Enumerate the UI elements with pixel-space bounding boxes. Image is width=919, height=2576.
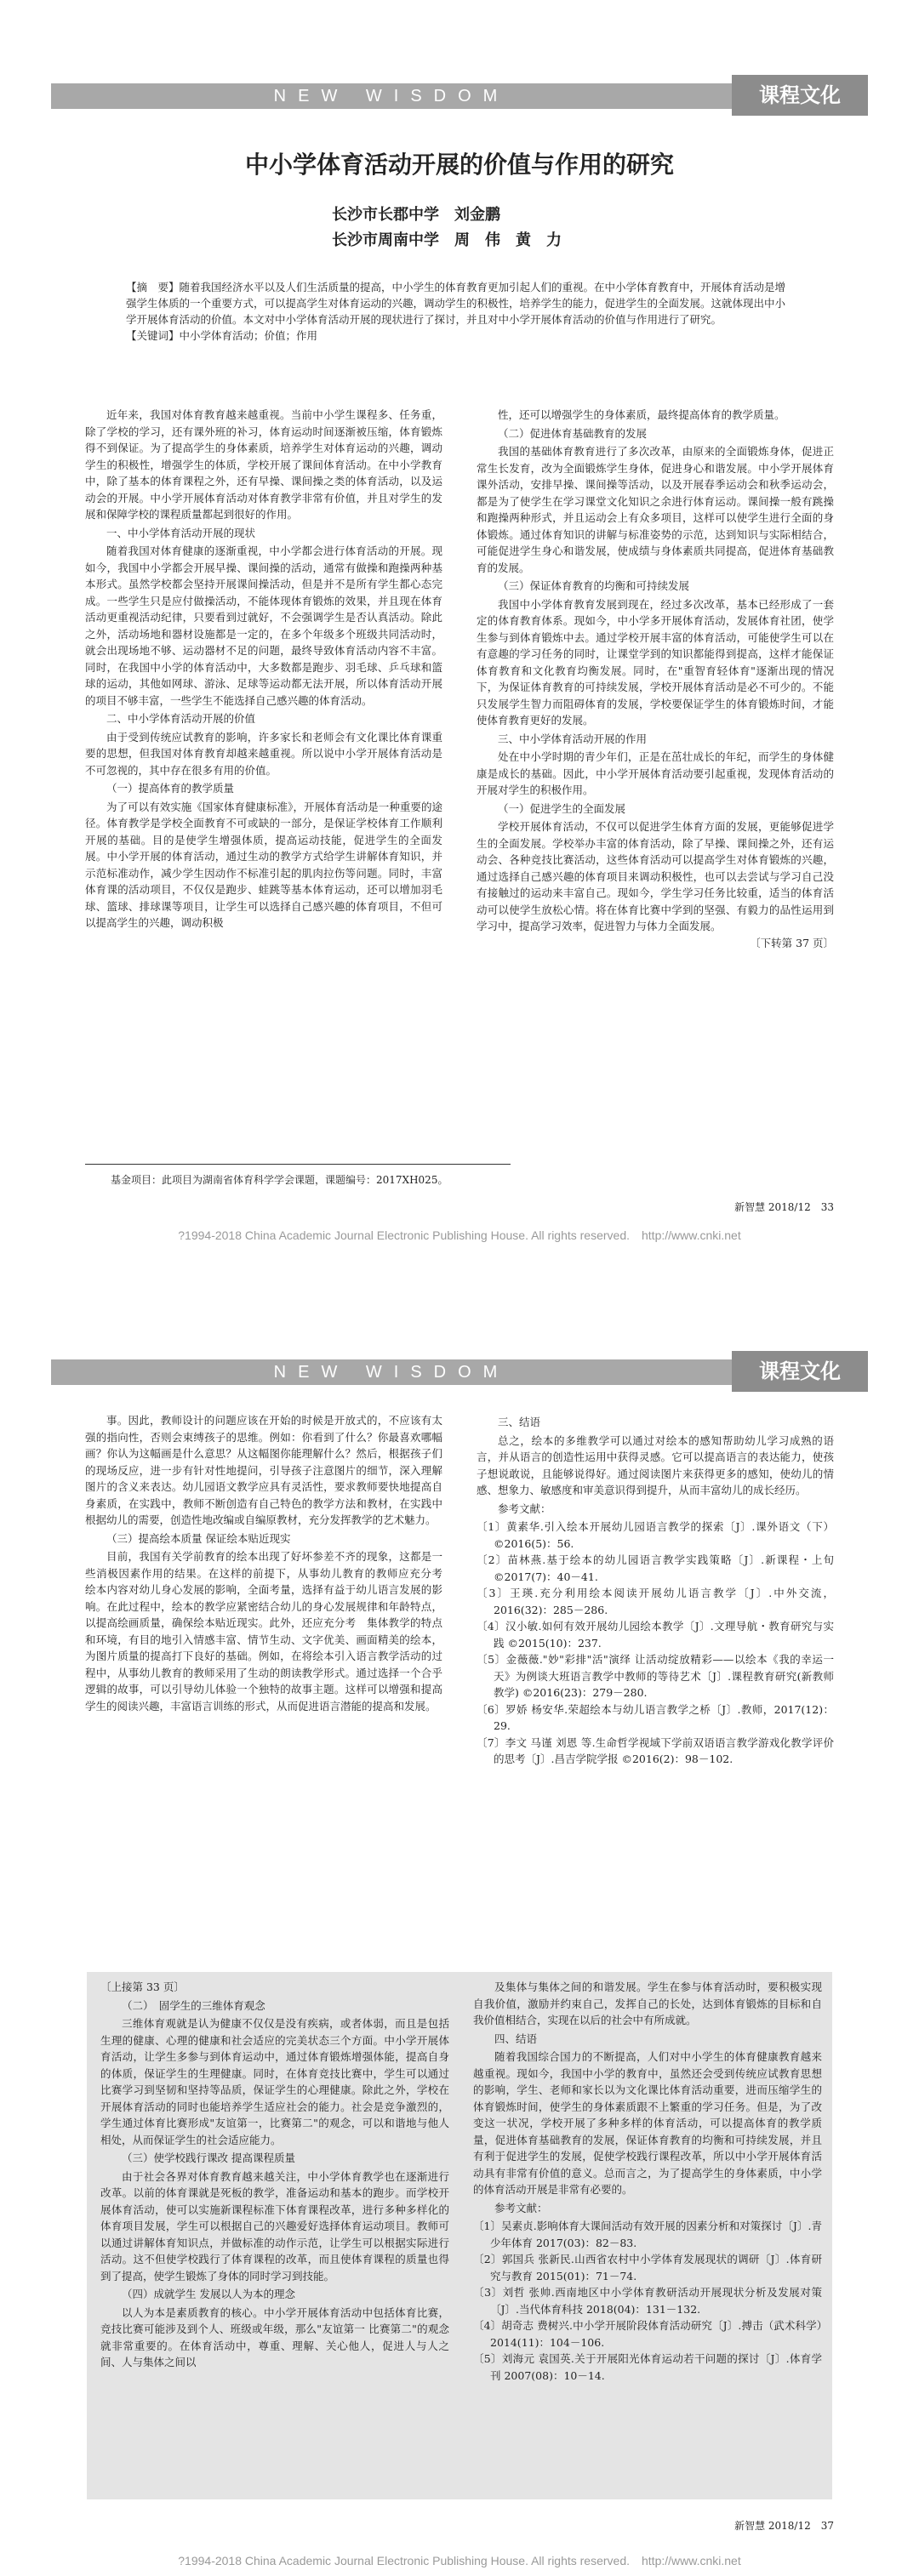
section-heading: （三）使学校践行课改 提高课程质量 xyxy=(122,2151,295,2164)
paragraph: 性，还可以增强学生的身体素质，最终提高体育的教学质量。 xyxy=(498,408,785,421)
reference-item: 〔6〕罗娇 杨安华.荣超绘本与幼儿语言教学之桥〔J〕.教师，2017(12)：29. xyxy=(477,1702,834,1732)
paragraph: 为了可以有效实施《国家体育健康标准》，开展体育活动是一种重要的途径。体育教学是学校全面教育不可或缺的一部分，是保证学校体育工作顺利开展的基础。目的是使学生增强体质，提高运动技能，促进学生的全面发展。中小学开展的体育活动，通过生动的教学方式给学生讲解体育知识，并示范标准动作，减少学生因动作不标准引起的肌肉拉伤等问题。同时，丰富体育课的活动项目，不仅仅是跑步、蛙跳等基本体育运动，还可以增加羽毛球、篮球、排球课等项目，让学生可以选择自己感兴趣的体育项目，不但可以提高学生的兴趣，调动积极 xyxy=(85,800,442,929)
section-heading: （一）促进学生的全面发展 xyxy=(498,801,626,815)
column-right xyxy=(477,407,845,951)
page-33 xyxy=(0,0,919,1242)
reference-item: 〔1〕吴素贞.影响体育大课间活动有效开展的因素分析和对策探讨〔J〕.青少年体育 2017(03)：82－83. xyxy=(473,2220,822,2249)
reference-item: 〔5〕刘海元 袁国英.关于开展阳光体育运动若干问题的探讨〔J〕.体育学刊 2007(08)：10－14. xyxy=(473,2352,822,2382)
section-heading: 三、中小学体育活动开展的作用 xyxy=(498,732,648,745)
section-heading: 二、中小学体育活动开展的价值 xyxy=(106,712,256,725)
footnote-rule xyxy=(85,1164,511,1165)
copyright: ?1994-2018 China Academic Journal Electronic Publishing House. All rights reserved. http://www.cnki.net xyxy=(178,1228,741,1242)
page-footer: 新智慧 2018/12 37 xyxy=(734,2520,834,2532)
paragraph: 总之，绘本的多维教学可以通过对绘本的感知帮助幼儿学习成熟的语言，并从语言的创造性运用中获得灵感。它可以提高语言的表达能力，使孩子想说敢说，且能够说得好。通过阅读图片来获得更多的感知，使幼儿的情感、想象力、敏感度和审美意识得到提升，从而丰富幼儿的成长经历。 xyxy=(477,1433,834,1496)
abstract-text: 【摘 要】随着我国经济水平以及人们生活质量的提高，中小学生的体育教育更加引起人们的重视。在中小学体育教育中，开展体育活动是增强学生体质的一个重要方式，可以提高学生对体育运动的兴趣，调动学生的积极性，培养学生的能力，促进学生的全面发展。这就体现出中小学开展体育活动的价值。本文对中小学体育活动开展的现状进行了探讨，并且对中小学开展体育活动的价值与作用进行了研究。 xyxy=(126,281,786,326)
section-heading: （二）促进体育基础教育的发展 xyxy=(498,426,648,440)
section-heading: 参考文献： xyxy=(498,1502,551,1515)
header-band: NEW WISDOM xyxy=(51,1359,732,1385)
continued-from-note: 〔上接第 33 页〕 xyxy=(100,1980,185,1993)
reference-item: 〔3〕王瑛.充分利用绘本阅读开展幼儿语言教学〔J〕.中外交流，2016(32)：285－286. xyxy=(477,1587,834,1616)
page-footer: 新智慧 2018/12 33 xyxy=(734,1201,834,1213)
continued-right xyxy=(473,1979,822,2384)
paragraph: 随着我国对体育健康的逐渐重视，中小学都会进行体育活动的开展。现如今，我国中小学都会开展早操、课间操的活动，通常有做操和跑操两种基本形式。虽然学校都会坚持开展课间操活动，但是并不是所有学生都心态完成。一些学生只是应付做操活动，不能体现体育锻炼的效果，并且现在体育活动更重视活动纪律，只要看到过就好，不会强调学生是否认真活动。除此之外，活动场地和器材设施都是一定的，在多个年级多个班级共同活动时，就会出现场地不够、运动器材不足的问题，最终导致体育活动内容不丰富。同时，在我国中小学的体育活动中，大多数都是跑步、羽毛球、乒乓球和篮球的运动，其他如网球、游泳、足球等运动都无法开展，所以体育活动开展的项目不够丰富，一些学生不能选择自己感兴趣的体育活动。 xyxy=(85,544,442,707)
paragraph: 由于社会各界对体育教育越来越关注，中小学体育教学也在逐渐进行改革。以前的体育课就是死板的教学，准备运动和基本的跑步。而学校开展体育活动，使可以实施新课程标准下体育课程改革，进行多种多样化的体育项目发展，学生可以根据自己的兴趣爱好选择体育运动项目。教师可以通过讲解体育知识点，并做标准的动作示范，让学生可以根据实际进行活动。这不但使学校践行了体育课程的改革，而且使体育课程的质量也得到了提高，使学生锻炼了身体的同时学习到技能。 xyxy=(100,2169,449,2282)
reference-item: 〔1〕黄素华.引入绘本开展幼儿园语言教学的探索〔J〕.课外语文（下）©2016(5)：56. xyxy=(477,1520,834,1550)
paragraph: 由于受到传统应试教育的影响，许多家长和老师会有文化课比体育课重要的思想，但我国对体育教育却越来越重视。所以说中小学开展体育活动是不可忽视的，其中存在很多有用的价值。 xyxy=(85,730,442,777)
section-heading: （三）提高绘本质量 保证绘本贴近现实 xyxy=(106,1531,291,1545)
section-heading: 三、结语 xyxy=(498,1416,541,1428)
paragraph: 三维体育观就是认为健康不仅仅是没有疾病，或者体弱，而且是包括生理的健康、心理的健康和社会适应的完美状态三个方面。中小学开展体育活动，让学生多参与到体育运动中，通过体育锻炼增强体能，提高自身的体质，保证学生的生理健康。同时，在体育竞技比赛中，学生可以通过比赛学习到坚韧和坚持等品质，保证学生的心理健康。除此之外，学校在开展体育活动的同时也能培养学生适应社会的能力。社会是竞争激烈的，学生通过体育比赛形成"友谊第一，比赛第二"的观念，可以和谐地与他人相处，从而保证学生的社会适应能力。 xyxy=(100,2017,449,2146)
copyright: ?1994-2018 China Academic Journal Electronic Publishing House. All rights reserved. http://www.cnki.net xyxy=(178,2554,741,2567)
paragraph: 学校开展体育活动，不仅可以促进学生体育方面的发展，更能够促进学生的全面发展。学校举办丰富的体育活动，除了早操、课间操之外，还有运动会、各种竞技比赛活动，这些体育活动可以提高学生对体育锻炼的兴趣，通过选择自己感兴趣的体育项目来调动积极性，也可以去尝试与学习自己没有接触过的运动来丰富自己。现如今，学生学习任务比较重，适当的体育活动可以使学生放松心情。将在体育比赛中学到的坚强、有毅力的品性运用到学习中，提高学习效率，促进智力与体力全面发展。 xyxy=(477,820,834,932)
paragraph: 我国的基础体育教育进行了多次改革，由原来的全面锻炼身体，促进正常生长发育，改为全面锻炼学生身体，促进身心和谐发展。中小学开展体育课外活动，安排早操、课间操等活动，以及开展春季运动会和秋季运动会，都是为了使学生在学习课堂文化知识之余进行体育运动。课间操一般有跳操和跑操两种形式，并且运动会上有众多项目，这样可以使学生进行全面的身体锻炼。通过体育知识的讲解与标准姿势的示范，达到知识与实际相结合，可能促进学生身心和谐发展，使成绩与身体素质共同提高，促进体育基础教育的发展。 xyxy=(477,445,834,574)
fund-note: 基金项目：此项目为湖南省体育科学学会课题，课题编号：2017XH025。 xyxy=(111,1174,448,1186)
paragraph: 我国中小学体育教育发展到现在，经过多次改革，基本已经形成了一套 定的体育教育体系。现如今，中小学多开展体育活动，发展体育社团，使学生参与到体育锻炼中去。通过学校开展丰富的体育活动，可能使学生可以在有意趣的学习任务的同时，让课堂学到的知识都能得到提高，这样才能保证体育教育和文化教育均衡发展。同时，在"重智育轻体育"逐渐出现的情况下，为保证体育教育的可持续发展，学校开展体育活动是必不可少的。不能只发展学生智力而阻碍体育的发展，学校要保证学生的体育锻炼时间，才能使体育教育更好的发展。 xyxy=(477,597,845,727)
abstract xyxy=(126,279,790,344)
section-heading: 四、结语 xyxy=(494,2032,538,2045)
section-heading: （二） 固学生的三维体育观念 xyxy=(122,1998,265,2012)
section-heading: （三）保证体育教育的均衡和可持续发展 xyxy=(498,579,690,592)
section-heading: 参考文献： xyxy=(494,2201,548,2214)
paragraph: 近年来，我国对体育教育越来越重视。当前中小学生课程多、任务重，除了学校的学习，还有课外班的补习，体育运动时间逐渐被压缩，体育锻炼得不到保证。为了提高学生的身体素质，培养学生对体育运动的兴趣，调动学生的积极性，增强学生的体质，学校开展了课间体育活动。在中小学教育中，除了基本的体育课程之外，还有早操、课间操之类的体育活动，以及运动会的开展。中小学开展体育活动对体育教学非常有价值，并且对学生的发展和保障学校的课程质量都起到很好的作用。 xyxy=(85,408,442,521)
reference-item: 〔2〕苗林燕.基于绘本的幼儿园语言教学实践策略〔J〕.新课程・上旬 ©2017(7)：40－41. xyxy=(477,1553,834,1583)
paragraph: 随着我国综合国力的不断提高，人们对中小学生的体育健康教育越来越重视。现如今，我国中小学的教育中，虽然还会受到传统应试教育思想的影响，学生、老师和家长以为文化课比体育活动重要，进而压缩学生的体育锻炼时间，使学生的身体素质跟不上繁重的学习任务。但是，为了改变这一状况，学校开展了多种多样的体育活动，可以提高体育的教学质量，促进体育基础教育的发展，保证体育教育的均衡和可持续发展，并且有利于促进学生的发展，促使学校践行课程改革，所以中小学开展体育活动具有非常有价值的意义。总而言之，为了提高学生的身体素质，中小学的体育活动开展是非常有必要的。 xyxy=(473,2050,822,2196)
reference-item: 〔2〕郭国兵 张新民.山西省农村中小学体育发展现状的调研〔J〕.体育研究与教育 2015(01)：71－74. xyxy=(473,2253,822,2282)
paragraph: 处在中小学时期的青少年们，正是在茁壮成长的年纪，而学生的身体健康是成长的基础。因此，中小学开展体育活动要引起重视，发现体育活动的开展对学生的积极作用。 xyxy=(477,750,834,796)
paragraph: 及集体与集体之间的和谐发展。学生在参与体育活动时，要积极实现自我价值，激励并约束自己，发挥自己的长处，达到体育锻炼的目标和自我价值相结合，实现在以后的社会中有所成就。 xyxy=(473,1980,822,2026)
author-line-1: 长沙市长郡中学 刘金鹏 xyxy=(332,206,500,224)
section-tag: 课程文化 xyxy=(732,1351,868,1392)
article-title: 中小学体育活动开展的价值与作用的研究 xyxy=(244,151,674,179)
keywords: 【关键词】中小学体育活动；价值；作用 xyxy=(126,329,318,342)
continued-left xyxy=(100,1979,449,2371)
reference-item: 〔5〕金薇薇."妙"彩排"活"演绎 让活动绽放精彩——以绘本《我的幸运一天》为例谈大班语言教学中教师的等待艺术〔J〕.课程教育研究(新教师教学) ©2016(23)：279－280. xyxy=(477,1653,834,1699)
author-line-2: 长沙市周南中学 周 伟 黄 力 xyxy=(332,231,562,249)
reference-item: 〔4〕胡奇志 费树兴.中小学开展阶段体育活动研究〔J〕.搏击（武术科学）2014(11)：104－106. xyxy=(473,2319,822,2349)
paragraph: 目前，我国有关学前教育的绘本出现了好坏参差不齐的现象，这都是一些消极因素作用的结果。在这样的前提下，从事幼儿教育的教师应充分考 绘本内容对幼儿身心发展的影响，全面考量，选择有益于幼儿语言发展的影响。在此过程中，绘本的教学应紧密结合幼儿的身心发展规律和年龄特点，以提高绘画质量，确保绘本贴近现实。此外，还应充分考 集体教学的特点和环境，有目的地引入情感丰富、情节生动、文字优美、画面精美的绘本，为图片质量的提高打下良好的基础。例如，在将绘本引入语言教学活动的过程中，从事幼儿教育的教师采用了生动的朗读教学形式。通过选择一个合乎逻辑的故事，可以引导幼儿体验一个独特的故事主题。这样可以增强和提高学生的阅读兴趣，丰富语言训练的形式，从而促进语言潜能的提高和发展。 xyxy=(85,1550,454,1713)
page-37 xyxy=(0,1276,919,2576)
paragraph: 事。因此，教师设计的问题应该在开始的时候是开放式的，不应该有太强的指向性，否则会束缚孩子的思维。例如：你看到了什么？你最喜欢哪幅画？你认为这幅画是什么意思？从这幅图你能理解什么？然后，根据孩子们的现场反应，进一步有针对性地提问，引导孩子注意图片的细节，深入理解图片的含义来表达。幼儿园语文教学应具有灵活性，要求教师要快地提高自身素质，在实践中，教师不断创造有自己特色的教学方法和教材，在实践中根据幼儿的需要，创造性地改编或自编原教材，充分发挥教学的艺术魅力。 xyxy=(85,1414,442,1526)
header-band: NEW WISDOM xyxy=(51,83,732,109)
section-heading: （四）成就学生 发展以人为本的理念 xyxy=(122,2288,295,2300)
reference-item: 〔3〕刘哲 张帅.西南地区中小学体育教研活动开展现状分析及发展对策〔J〕.当代体育科技 2018(04)：131－132. xyxy=(473,2286,822,2316)
section-tag: 课程文化 xyxy=(732,75,868,116)
reference-item: 〔7〕李文 马谨 刘恩 等.生命哲学视域下学前双语语言教学游戏化教学评价的思考〔J〕.昌吉学院学报 ©2016(2)：98－102. xyxy=(477,1735,834,1765)
paragraph: 以人为本是素质教育的核心。中小学开展体育活动中包括体育比赛，竞技比赛可能涉及到个人、班级或年级，那么"友谊第一 比赛第二"的观念就非常重要的。在体育活动中，尊重、理解、关心他人，促进人与人之间、人与集体之间以 xyxy=(100,2305,449,2368)
continued-note: 〔下转第 37 页〕 xyxy=(750,936,834,949)
reference-item: 〔4〕汉小敏.如何有效开展幼儿园绘本教学〔J〕.文理导航・教育研究与实践 ©2015(10)：237. xyxy=(477,1620,834,1650)
section-heading: （一）提高体育的教学质量 xyxy=(106,782,235,795)
section-heading: 一、中小学体育活动开展的现状 xyxy=(106,526,256,539)
column-right xyxy=(477,1412,834,1768)
column-left xyxy=(85,407,442,932)
column-left xyxy=(85,1412,454,1714)
